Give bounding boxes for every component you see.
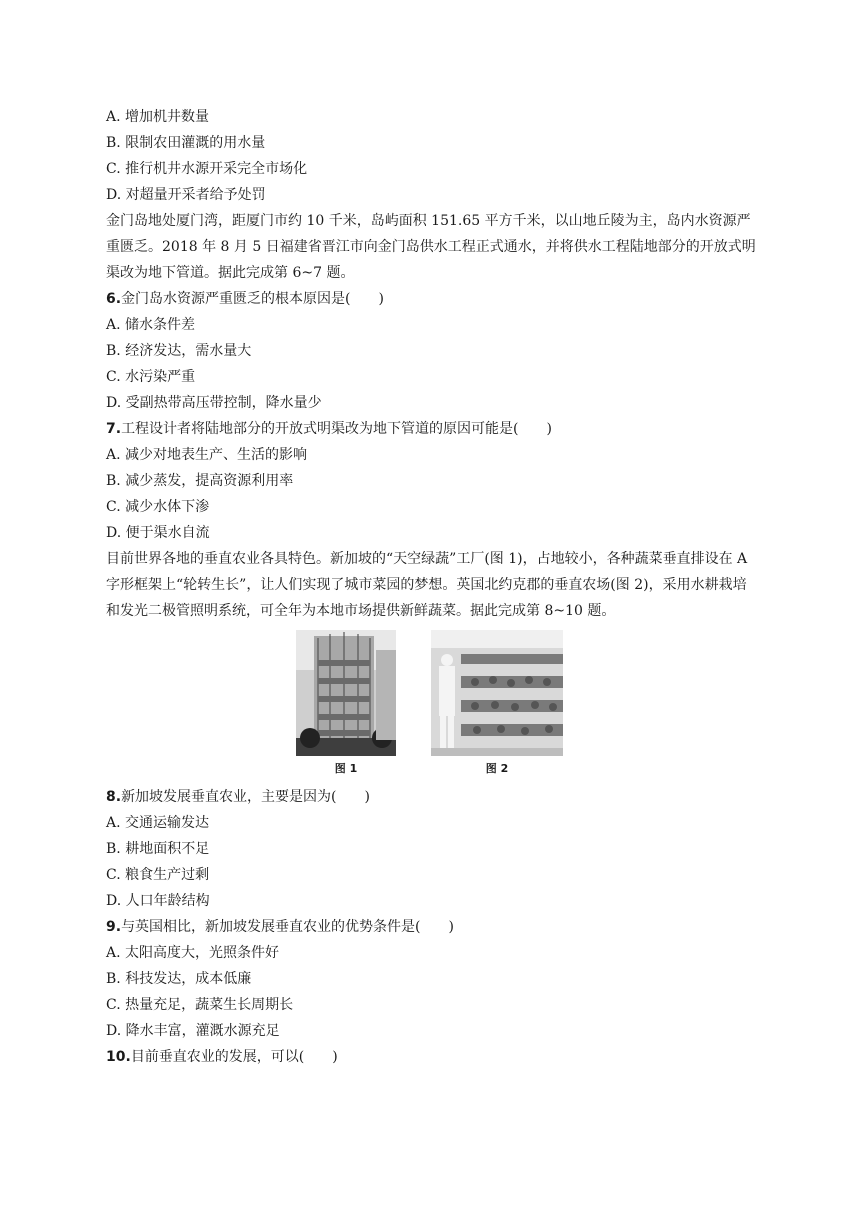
q9-option-b: B. 科技发达，成本低廉 [106, 971, 252, 987]
q6-option-d: D. 受副热带高压带控制，降水量少 [106, 395, 322, 411]
q9-option-c: C. 热量充足，蔬菜生长周期长 [106, 997, 294, 1013]
question-8 [106, 784, 756, 810]
sky-greens-photo [296, 630, 396, 756]
question-stem: 与英国相比，新加坡发展垂直农业的优势条件是( ) [121, 919, 454, 935]
figure-2 [431, 630, 563, 776]
q8-option-d: D. 人口年龄结构 [106, 893, 210, 909]
q6-option-b: B. 经济发达，需水量大 [106, 343, 252, 359]
question-stem: 工程设计者将陆地部分的开放式明渠改为地下管道的原因可能是( ) [121, 421, 552, 437]
q7-option-c: C. 减少水体下渗 [106, 499, 210, 515]
q7-option-d: D. 便于渠水自流 [106, 525, 210, 541]
q5-option-b: B. 限制农田灌溉的用水量 [106, 135, 266, 151]
question-number: 6. [106, 291, 122, 307]
q5-option-d: D. 对超量开采者给予处罚 [106, 187, 266, 203]
figure-1-caption: 图 1 [334, 762, 358, 775]
q7-option-a: A. 减少对地表生产、生活的影响 [106, 447, 308, 463]
q6-option-c: C. 水污染严重 [106, 369, 196, 385]
document-page [106, 104, 756, 1070]
question-number: 10. [106, 1049, 131, 1065]
figure-1 [296, 630, 396, 776]
question-6 [106, 286, 756, 312]
question-10 [106, 1044, 756, 1070]
passage-kinmen: 金门岛地处厦门湾，距厦门市约 10 千米，岛屿面积 151.65 平方千米，以山地丘陵为主，岛内水资源严重匮乏。2018 年 8 月 5 日福建省晋江市向金门岛供水工程正式通水，并将供水工程陆地部分的开放式明渠改为地下管道。据此完成第 6~7 题。 [106, 213, 756, 281]
question-number: 8. [106, 789, 122, 805]
q8-option-a: A. 交通运输发达 [106, 815, 210, 831]
question-stem: 目前垂直农业的发展，可以( ) [130, 1049, 338, 1065]
q9-option-a: A. 太阳高度大，光照条件好 [106, 945, 280, 961]
q7-option-b: B. 减少蒸发，提高资源利用率 [106, 473, 294, 489]
q5-option-c: C. 推行机井水源开采完全市场化 [106, 161, 308, 177]
question-7 [106, 416, 756, 442]
passage-vertical-farming: 目前世界各地的垂直农业各具特色。新加坡的“天空绿蔬”工厂(图 1)，占地较小，各种蔬菜垂直排设在 A 字形框架上“轮转生长”，让人们实现了城市菜园的梦想。英国北约克郡的垂直农场(图 2)，采用水耕栽培和发光二极管照明系统，可全年为本地市场提供新鲜蔬菜。据此完成第 8~10 题。 [106, 551, 748, 619]
figure-2-caption: 图 2 [485, 762, 509, 775]
q6-option-a: A. 储水条件差 [106, 317, 196, 333]
figures [106, 630, 756, 780]
q8-option-c: C. 粮食生产过剩 [106, 867, 210, 883]
question-9 [106, 914, 756, 940]
q9-option-d: D. 降水丰富，灌溉水源充足 [106, 1023, 280, 1039]
vertical-farm-photo [431, 630, 563, 756]
question-stem: 金门岛水资源严重匮乏的根本原因是( ) [121, 291, 384, 307]
question-stem: 新加坡发展垂直农业，主要是因为( ) [121, 789, 370, 805]
q8-option-b: B. 耕地面积不足 [106, 841, 210, 857]
q5-option-a: A. 增加机井数量 [106, 109, 210, 125]
question-number: 7. [106, 421, 122, 437]
question-number: 9. [106, 919, 122, 935]
